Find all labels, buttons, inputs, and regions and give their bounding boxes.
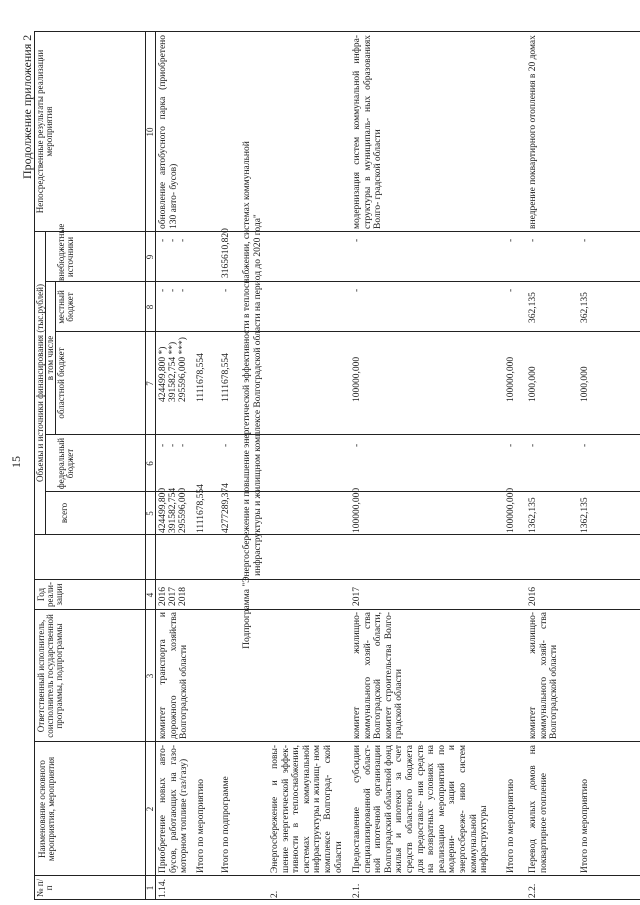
federal-cell: - [352, 443, 362, 447]
extra-cell: - [506, 238, 516, 242]
row-number: 2.1. [352, 883, 362, 898]
col-number: 3 [145, 673, 155, 679]
regional-cell: 100000,000 [352, 356, 362, 402]
executor-cell: комитет жилищно- коммунального хозяй- ства Волгоградской области, комитет строительства Волго- градской области [352, 612, 405, 739]
total-cell: 424499,800 [158, 487, 168, 533]
total-label: Итого по мероприятию [580, 779, 590, 873]
local-cell: - [221, 288, 231, 292]
header-no: № п/п [35, 878, 54, 898]
row-number: 2.2. [528, 883, 538, 898]
col-number: 10 [145, 127, 155, 137]
total-cell: 1111678,554 [196, 484, 206, 533]
header-funding: Объемы и источники финансирования (тыс.рублей) [35, 284, 45, 482]
extra-cell: - [528, 238, 538, 242]
header-total: всего [59, 502, 69, 524]
col-number: 4 [145, 592, 155, 598]
federal-cell: - [506, 443, 516, 447]
header-regional: областной бюджет [56, 347, 66, 419]
regional-cell: 1111678,554 [221, 353, 231, 402]
local-cell: - [158, 288, 168, 292]
total-label: Итого по мероприятию [196, 779, 206, 873]
extra-cell: - [580, 238, 590, 242]
regional-cell: 1000,000 [528, 366, 538, 402]
local-cell: 362,135 [528, 292, 538, 323]
row-number: 1.14. [158, 879, 168, 898]
total-label: Итого по мероприятию [506, 779, 516, 873]
col-number: 8 [145, 304, 155, 310]
extra-cell: 3165610,820 [221, 228, 231, 278]
year-cell: 2016 [158, 587, 168, 606]
measure-name: Приобретение новых авто- бусов, работающих на газо- моторном топливе (газ/газу) [158, 745, 190, 873]
col-number: 5 [145, 511, 155, 516]
continuation-note: Продолжение приложения 2 [20, 34, 34, 179]
total-cell: 295596,000 [178, 487, 188, 533]
col-number: 7 [145, 381, 155, 386]
header-executor: Ответственный исполнитель, соисполнитель государственной программы, подпрограммы [36, 614, 64, 738]
extra-cell: - [178, 238, 188, 242]
total-cell: 100000,000 [506, 487, 516, 533]
header-including: в том числе [45, 335, 55, 381]
year-cell: 2017 [168, 587, 178, 606]
federal-cell: - [178, 443, 188, 447]
col-number: 9 [145, 254, 155, 260]
header-results: Непосредственные результаты реализации мероприятия [35, 49, 54, 214]
regional-cell: 391582,754 **) [168, 341, 178, 402]
result-cell: внедрение поквартирного отопления в 20 домах [528, 35, 538, 229]
col-number: 2 [145, 806, 155, 812]
extra-cell: - [158, 238, 168, 242]
federal-cell: - [580, 443, 590, 447]
total-cell: 1362,135 [580, 497, 590, 533]
col-number: 1 [145, 885, 155, 891]
header-local: местный бюджет [56, 290, 75, 324]
header-extra: внебюджетные источники [56, 223, 75, 281]
regional-cell: 1000,000 [580, 366, 590, 402]
local-cell: - [168, 288, 178, 292]
regional-cell: 1111678,554 [196, 353, 206, 402]
total-cell: 4277289,374 [221, 483, 231, 533]
executor-cell: комитет жилищно- коммунального хозяй- ства Волгоградской области [528, 612, 560, 739]
col-number: 6 [145, 461, 155, 466]
total-label: Итого по подпрограмме [221, 776, 231, 873]
year-cell: 2017 [352, 587, 362, 606]
subprogram-title: Подпрограмма "Энергосбережение и повышение энергетической эффективности в теплоснабжении, системах коммунальной инфраструктуры и жилищном комплексе Волгоградской области на период до 2020 года" [242, 141, 263, 649]
federal-cell: - [221, 443, 231, 447]
local-cell: - [178, 288, 188, 292]
extra-cell: - [352, 238, 362, 242]
extra-cell: - [168, 238, 178, 242]
regional-cell: 100000,000 [506, 356, 516, 402]
federal-cell: - [158, 443, 168, 447]
total-cell: 1362,135 [528, 497, 538, 533]
header-federal: федеральный бюджет [56, 437, 75, 490]
federal-cell: - [168, 443, 178, 447]
total-cell: 391582,754 [168, 487, 178, 533]
year-cell: 2018 [178, 587, 188, 606]
measure-name: Предоставление субсидии специализированной област- ной ипотечной организации Волгоградский областной фонд жилья и ипотеки за счет средств областного бюджета для предоставле- ния средств на возвратных условиях на реализацию мероприятий по модерни- зации и энергосбереже- нию систем коммунальной инфраструктуры [352, 745, 490, 873]
header-year: Год реали- зации [36, 582, 64, 607]
total-cell: 100000,000 [352, 487, 362, 533]
header-name: Наименование основного мероприятия, мероприятия [37, 756, 56, 862]
executor-cell: комитет транспорта и дорожного хозяйства Волгоградской области [158, 612, 190, 739]
result-cell: модернизация систем коммунальной инфра- структуры в муниципаль- ных образованиях Волго- градской области [352, 35, 384, 229]
measure-name: Перевод жилых домов на поквартирное отопление [528, 745, 549, 873]
local-cell: - [506, 288, 516, 292]
local-cell: 362,135 [580, 292, 590, 323]
result-cell: обновление автобусного парка (приобретено 130 авто- бусов) [158, 35, 179, 229]
federal-cell: - [528, 443, 538, 447]
regional-cell: 424499,800 *) [158, 346, 168, 402]
row-number: 2. [270, 890, 280, 898]
measure-name: Энергосбережение и повы- шение энергетической эффек- тивности в теплоснабжении, системах коммунальной инфраструктуры и жилищ- ном комплексе Волгоград- ской области [270, 745, 344, 873]
local-cell: - [352, 288, 362, 292]
page-number: 15 [9, 456, 23, 468]
year-cell: 2016 [528, 587, 538, 606]
regional-cell: 295596,000 ***) [178, 337, 188, 402]
